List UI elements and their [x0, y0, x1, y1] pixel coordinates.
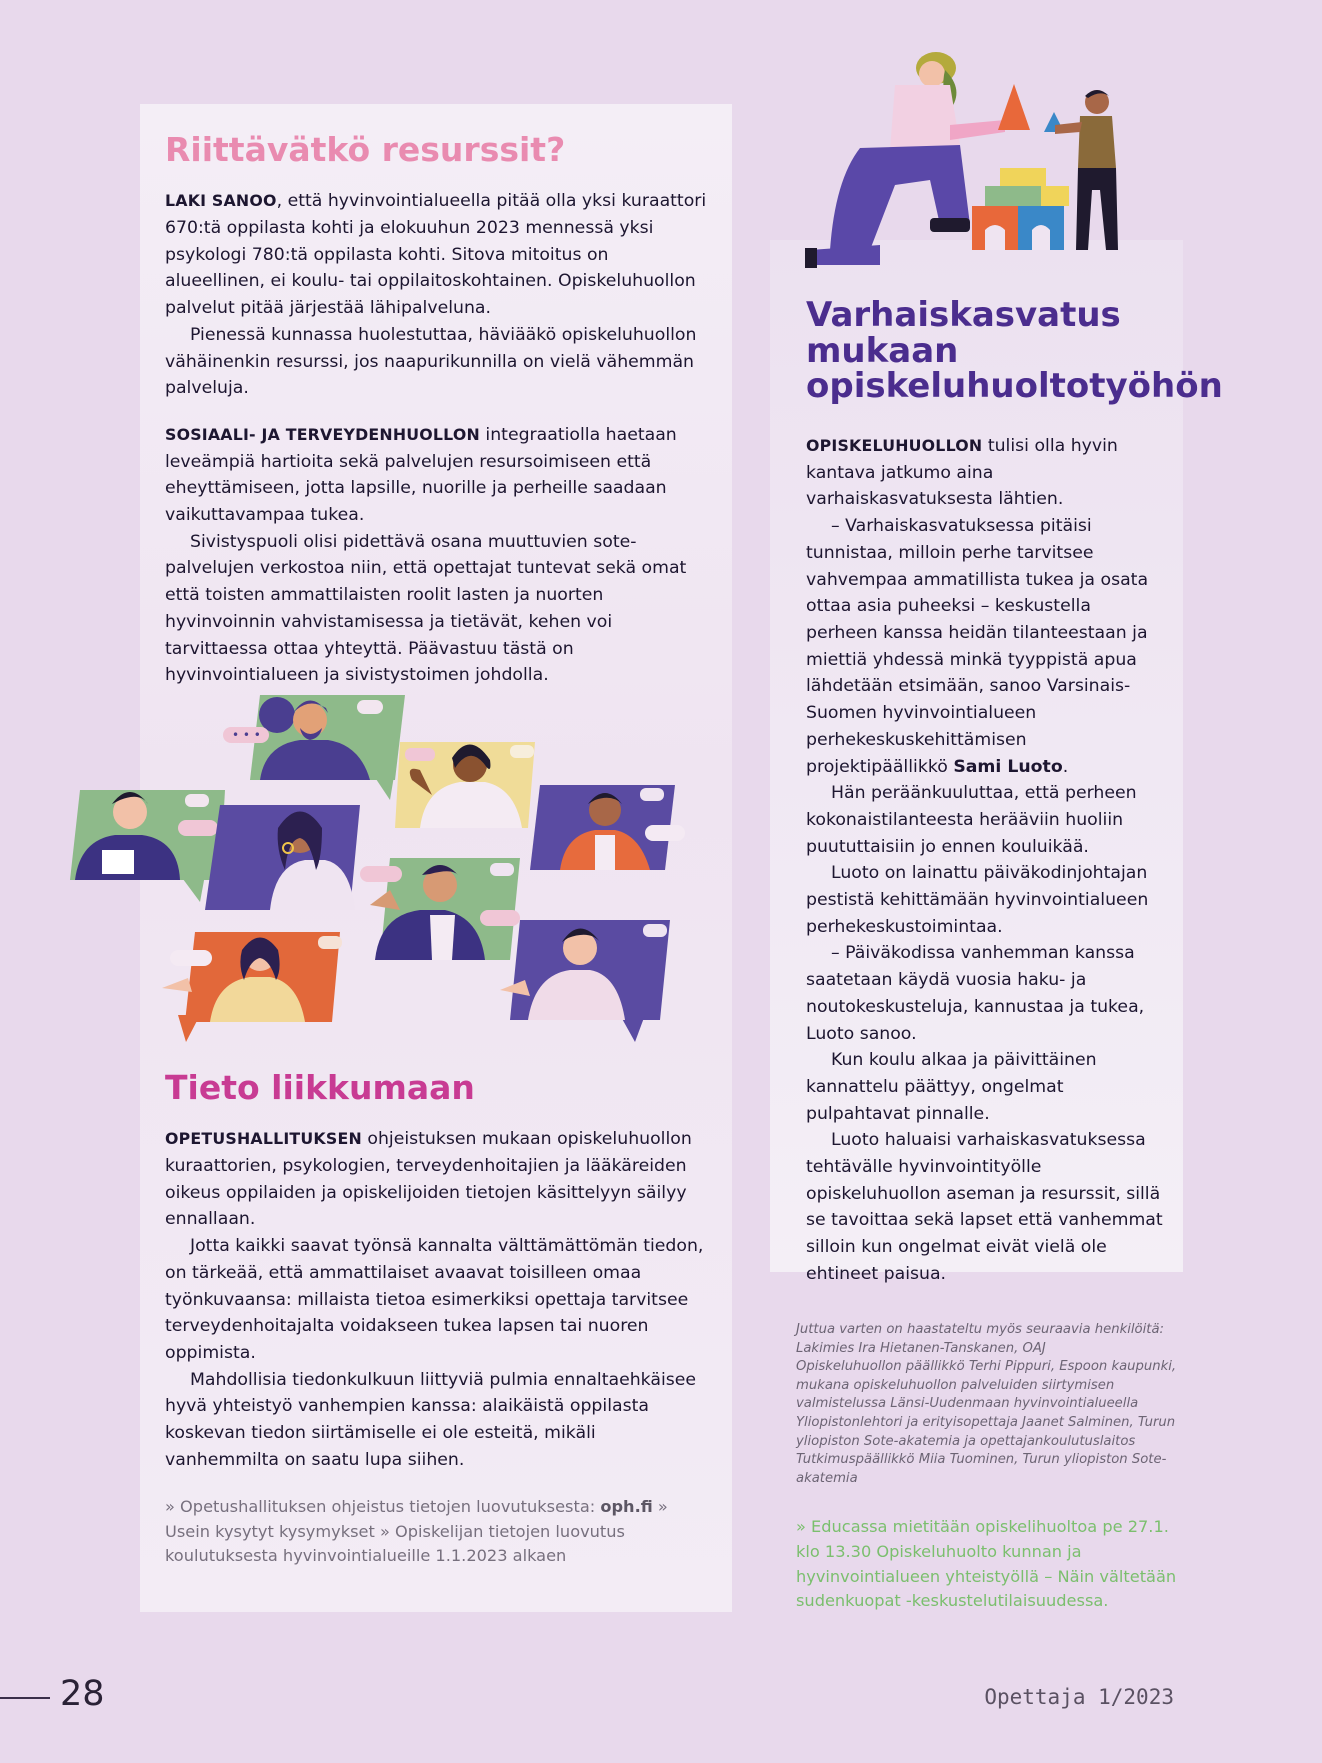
video-call-illustration — [60, 670, 740, 1040]
section-tieto-liikkumaan — [165, 1070, 713, 1569]
credits-intro: Juttua varten on haastateltu myös seuraavia henkilöitä: — [796, 1322, 1164, 1337]
person-tile — [250, 695, 405, 800]
paragraph: – Päiväkodissa vanhemman kanssa saatetaan käydä vuosia haku- ja noutokeskusteluja, kannustaa ja tukea, Luoto sanoo. — [806, 943, 1145, 1044]
lead-opetushallituksen: OPETUSHALLITUKSEN — [165, 1129, 362, 1149]
paragraph: OPISKELUHUOLLON tulisi olla hyvin kantava jatkumo aina varhaiskasvatuksesta lähtien. — [806, 436, 1118, 510]
paragraph: Kun koulu alkaa ja päivittäinen kannattelu päättyy, ongelmat pulpahtavat pinnalle. — [806, 1050, 1097, 1124]
interviewee-credits — [796, 1321, 1186, 1488]
credit-line: Tutkimuspäällikkö Miia Tuominen, Turun yliopiston Sote-akatemia — [796, 1452, 1167, 1486]
oph-link-box[interactable]: » Opetushallituksen ohjeistus tietojen luovutuksesta: oph.fi » Usein kysytyt kysymykset » Opiskelijan tietojen luovutus koulutuksesta hyvinvointialueille 1.1.2023 alkaen — [165, 1497, 668, 1566]
paragraph: – Varhaiskasvatuksessa pitäisi tunnistaa, milloin perhe tarvitsee vahvempaa ammatillista tukea ja osata ottaa asia puheeksi – keskustella perheen kanssa heidän tilanteestaan ja miettiä yhdessä minkä tyyppistä apua lähdetään etsimään, sanoo Varsinais-Suomen hyvinvointialueen perhekeskuskehittämisen projektipäällikkö Sami Luoto. — [806, 516, 1149, 777]
name-sami-luoto: Sami Luoto — [953, 756, 1063, 777]
paragraph: Luoto haluaisi varhaiskasvatuksessa tehtävälle hyvinvointityölle opiskeluhuollon aseman ja resurssit, sillä se tavoittaa sekä lapset että vanhemmat silloin kun ongelmat eivät vielä ole ehtineet paisua. — [806, 1130, 1163, 1284]
paragraph: Jotta kaikki saavat työnsä kannalta välttämättömän tiedon, on tärkeää, että ammattilaiset avaavat toisilleen omaa työnkuvaansa: millaista tietoa esimerkiksi opettaja tarvitsee terveydenhoitajalta voidakseen tukea lapsen tai nuoren oppimista. — [165, 1236, 704, 1363]
credit-line: Yliopistonlehtori ja erityisopettaja Jaanet Salminen, Turun yliopiston Sote-akatemia ja opettajankoulutuslaitos — [796, 1414, 1176, 1449]
credit-line: Opiskeluhuollon päällikkö Terhi Pippuri, Espoon kaupunki, mukana opiskeluhuollon palveluiden siirtymisen valmistelussa Länsi-Uudenmaan hyvinvointialueella — [796, 1359, 1177, 1412]
paragraph: Luoto on lainattu päiväkodinjohtajan pestistä kehittämään hyvinvointialueen perhekeskustoimintaa. — [806, 863, 1149, 937]
person-tile — [70, 790, 225, 902]
paragraph: Pienessä kunnassa huolestuttaa, häviääkö opiskeluhuollon vähäinenkin resurssi, jos naapurikunnilla on vielä vähemmän palveluja. — [165, 324, 697, 399]
paragraph: Sivistyspuoli olisi pidettävä osana muuttuvien sote-palvelujen verkostoa niin, että opettajat tuntevat sekä omat että toisten ammattilaisten roolit lasten ja nuorten hyvinvoinnin vahvistamisessa ja tietävät, kehen voi tarvittaessa ottaa yhteyttä. Päävastuu tästä on hyvinvointialueen ja sivistystoimen johdolla. — [165, 531, 687, 686]
blocks-illustration — [800, 50, 1140, 280]
credit-line: Lakimies Ira Hietanen-Tanskanen, OAJ — [796, 1340, 1046, 1356]
page-number: 28 — [60, 1674, 105, 1714]
person-tile — [395, 742, 535, 828]
lead-laki-sanoo: LAKI SANOO — [165, 191, 277, 211]
heading-tieto-liikkumaan: Tieto liikkumaan — [165, 1068, 475, 1107]
person-tile — [205, 805, 360, 910]
person-tile — [162, 932, 342, 1042]
heading-varhaiskasvatus: Varhaiskasvatus mukaan opiskeluhuoltotyöhön — [806, 295, 1223, 407]
paragraph: Hän peräänkuuluttaa, että perheen kokonaistilanteesta herääviin huoliin puututtaisiin jo ennen kouluikää. — [806, 783, 1137, 857]
oph-link[interactable]: oph.fi — [600, 1497, 653, 1517]
educa-event-link[interactable]: » Educassa mietitään opiskelihuoltoa pe 27.1. klo 13.30 Opiskeluhuolto kunnan ja hyvinvointialueen yhteistyöllä – Näin vältetään sudenkuopat -keskustelutilaisuudessa. — [796, 1517, 1177, 1611]
lead-sosiaali: SOSIAALI- JA TERVEYDENHUOLLON — [165, 424, 480, 444]
paragraph: OPETUSHALLITUKSEN ohjeistuksen mukaan opiskeluhuollon kuraattorien, psykologien, terveydenhoitajien ja lääkäreiden oikeus oppilaiden ja opiskelijoiden tietojen käsittelyyn säilyy ennallaan. — [165, 1129, 692, 1230]
heading-riittavatko-resurssit: Riittävätkö resurssit? — [165, 130, 566, 169]
paragraph: SOSIAALI- JA TERVEYDENHUOLLON integraatiolla haetaan leveämpiä hartioita sekä palvelujen resursoimiseen että eheyttämiseen, jotta lapsille, nuorille ja perheille saadaan vaikuttavampaa tukea. — [165, 424, 677, 526]
section-resurssit — [165, 132, 713, 689]
person-tile — [360, 858, 520, 960]
section-varhaiskasvatus — [806, 295, 1223, 1288]
paragraph: Mahdollisia tiedonkulkuun liittyviä pulmia ennaltaehkäisee hyvä yhteistyö vanhempien kanssa: alaikäistä oppilasta koskevan tiedon siirtämiselle ei ole esteitä, mikäli vanhemmilta on saatu lupa siihen. — [165, 1369, 697, 1470]
paragraph: LAKI SANOO, että hyvinvointialueella pitää olla yksi kuraattori 670:tä oppilasta kohti ja elokuuhun 2023 mennessä yksi psykologi 780:tä oppilasta kohti. Sitova mitoitus on alueellinen, ei koulu- tai oppilaitoskohtainen. Opiskeluhuollon palvelut pitää järjestää lähipalveluna. — [165, 191, 707, 319]
svg-text:• • •: • • • — [232, 728, 261, 742]
lead-opiskeluhuollon: OPISKELUHUOLLON — [806, 436, 983, 456]
magazine-issue: Opettaja 1/2023 — [984, 1685, 1174, 1709]
folio-rule — [0, 1697, 50, 1699]
